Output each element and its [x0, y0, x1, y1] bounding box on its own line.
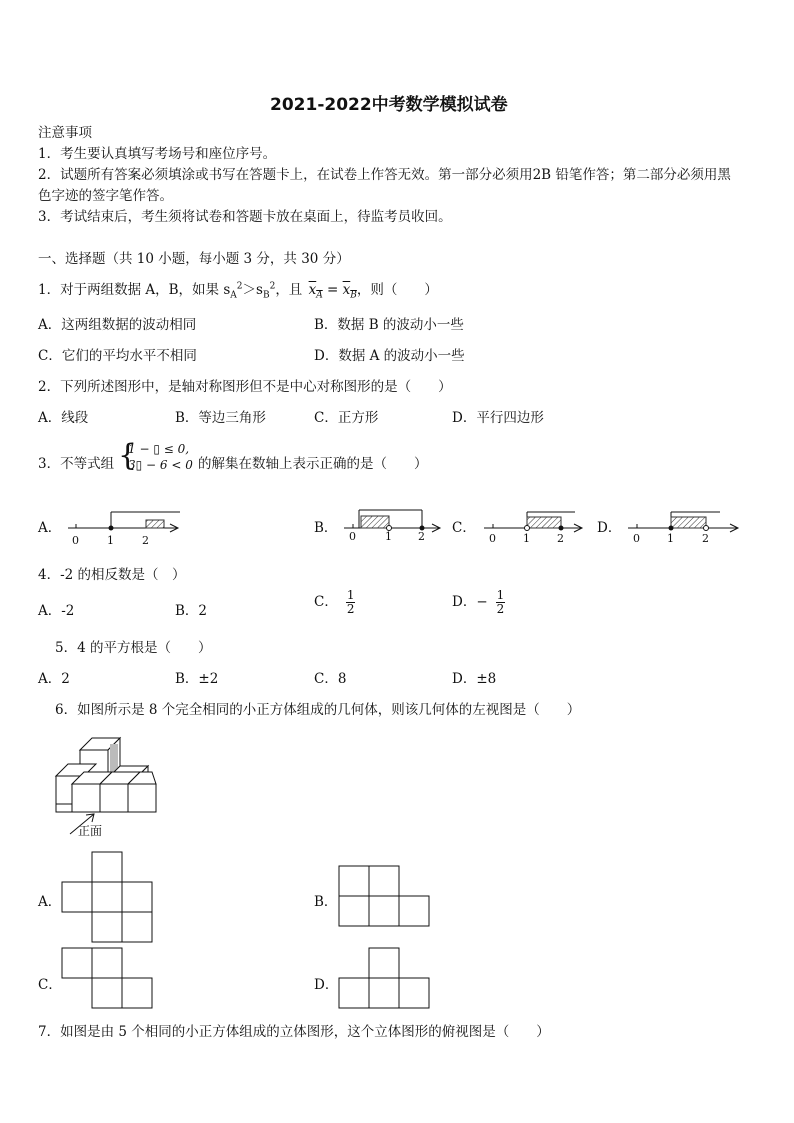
q1-option-b[interactable]: B．数据 B 的波动小一些	[314, 317, 464, 333]
q1-xa: x	[308, 282, 317, 298]
q6-solid-figure	[48, 722, 158, 842]
q3b-tick-0: 0	[349, 530, 356, 543]
notice-line-1: 1．考生要认真填写考场号和座位序号。	[38, 146, 277, 162]
q4-c-num: 1	[346, 588, 355, 602]
q7-stem: 7．如图是由 5 个相同的小正方体组成的立体图形，这个立体图形的俯视图是（ ）	[38, 1024, 550, 1040]
q1-sub-b: B	[262, 290, 270, 301]
q3a-tick-1: 1	[107, 534, 114, 547]
notice-line-2: 2．试题所有答案必须填涂或书写在答题卡上，在试卷上作答无效。第一部分必须用2B 铅笔作答；第二部分必须用黑	[38, 167, 731, 183]
number-line-d	[628, 512, 738, 532]
q1-xa-sub: A	[316, 290, 323, 301]
q1-stem-c: ，且	[275, 282, 303, 298]
section-heading: 一、选择题（共 10 小题，每小题 3 分，共 30 分）	[38, 251, 350, 267]
q3-option-c-label[interactable]: C．	[452, 520, 476, 536]
q2-option-c[interactable]: C．正方形	[314, 410, 379, 426]
q3-brace: {	[118, 438, 138, 473]
q1-sup-a: 2	[236, 281, 243, 292]
q1-mean-a	[308, 282, 323, 301]
q1-eq: =	[327, 282, 339, 298]
q4-c-den: 2	[346, 602, 355, 616]
q3b-tick-2: 2	[418, 530, 425, 543]
q3c-tick-0: 0	[489, 532, 496, 545]
q5-option-b[interactable]: B．±2	[175, 671, 219, 687]
view-c	[62, 948, 152, 1008]
q3d-tick-0: 0	[633, 532, 640, 545]
notice-heading: 注意事项	[38, 125, 92, 141]
q1-option-c[interactable]: C．它们的平均水平不相同	[38, 348, 197, 364]
q2-option-b[interactable]: B．等边三角形	[175, 410, 266, 426]
q4-option-b[interactable]: B．2	[175, 603, 208, 619]
q5-option-a[interactable]: A．2	[38, 671, 70, 687]
q4-option-d[interactable]	[452, 589, 505, 616]
q1-mean-b	[342, 282, 357, 301]
q1-xb: x	[342, 282, 351, 298]
q4-option-c-label: C．	[314, 594, 338, 610]
number-line-c	[484, 512, 582, 532]
q3c-tick-2: 2	[557, 532, 564, 545]
q6-stem: 6．如图所示是 8 个完全相同的小正方体组成的几何体，则该几何体的左视图是（ ）	[55, 702, 581, 718]
q6-front-label: 正面	[78, 824, 103, 838]
q2-option-d[interactable]: D．平行四边形	[452, 410, 544, 426]
q1-option-d[interactable]: D．数据 A 的波动小一些	[314, 348, 465, 364]
notice-line-3: 色字迹的签字笔作答。	[38, 188, 173, 204]
view-d	[339, 948, 429, 1008]
q4-option-c-fraction	[346, 589, 355, 616]
q1-sub-a: A	[230, 290, 237, 301]
q6-option-a-label[interactable]: A．	[38, 894, 62, 910]
q3-stem-a: 3．不等式组	[38, 456, 115, 472]
q3-stem-b: 的解集在数轴上表示正确的是（ ）	[198, 456, 428, 472]
view-b	[339, 866, 429, 926]
q3d-tick-1: 1	[667, 532, 674, 545]
q4-option-d-label: D．−	[452, 594, 488, 610]
q6-option-c-label[interactable]: C．	[38, 977, 62, 993]
q3-option-a-label[interactable]: A．	[38, 520, 62, 536]
q5-option-d[interactable]: D．±8	[452, 671, 497, 687]
q3-option-d-label[interactable]: D．	[597, 520, 622, 536]
page-title: 2021-2022中考数学模拟试卷	[270, 95, 508, 115]
q4-d-den: 2	[496, 602, 505, 616]
q3-system-2: 3▯ − 6 < 0	[128, 458, 193, 472]
q3a-tick-0: 0	[72, 534, 79, 547]
q4-stem: 4．-2 的相反数是（ ）	[38, 567, 186, 583]
q3-system-1: 1 − ▯ ≤ 0,	[128, 442, 190, 456]
q5-option-c[interactable]: C．8	[314, 671, 347, 687]
notice-line-4: 3．考试结束后，考生须将试卷和答题卡放在桌面上，待监考员收回。	[38, 209, 452, 225]
q1-stem-b: ＞s	[242, 282, 263, 298]
q1-sup-b: 2	[269, 281, 276, 292]
q2-stem: 2．下列所述图形中，是轴对称图形但不是中心对称图形的是（ ）	[38, 379, 452, 395]
q5-stem: 5．4 的平方根是（ ）	[55, 640, 212, 656]
q1-option-a[interactable]: A．这两组数据的波动相同	[38, 317, 197, 333]
q3b-tick-1: 1	[385, 530, 392, 543]
q1-stem	[38, 278, 438, 301]
q4-option-d-fraction	[496, 589, 505, 616]
q3-option-b-label[interactable]: B．	[314, 520, 338, 536]
q4-option-a[interactable]: A．-2	[38, 603, 75, 619]
q3c-tick-1: 1	[523, 532, 530, 545]
number-line-b	[344, 510, 440, 532]
number-line-a	[68, 512, 180, 532]
q4-d-num: 1	[496, 588, 505, 602]
q6-option-b-label[interactable]: B．	[314, 894, 338, 910]
q1-stem-a: 1．对于两组数据 A，B，如果 s	[38, 282, 231, 298]
q6-option-d-label[interactable]: D．	[314, 977, 339, 993]
q3a-tick-2: 2	[142, 534, 149, 547]
q2-option-a[interactable]: A．线段	[38, 410, 89, 426]
q1-xb-sub: B	[350, 290, 357, 301]
q3d-tick-2: 2	[702, 532, 709, 545]
view-a	[62, 852, 152, 942]
q1-stem-d: ，则（ ）	[356, 282, 438, 298]
q4-option-c[interactable]	[314, 589, 355, 616]
